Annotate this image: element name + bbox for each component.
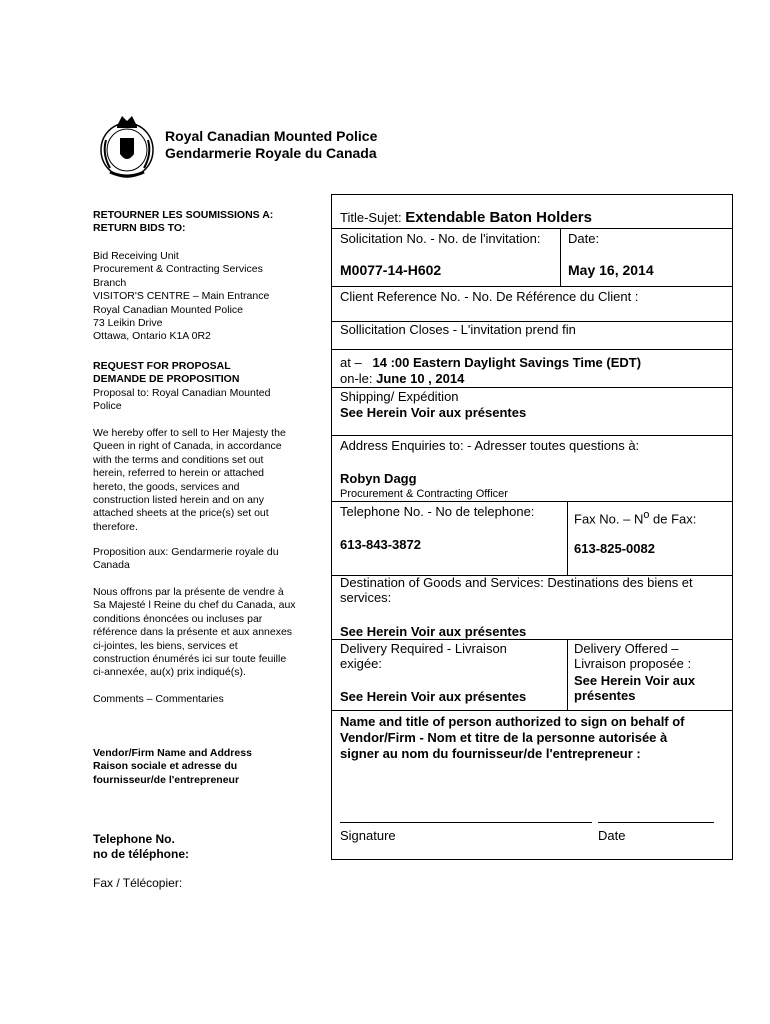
signature-line[interactable] <box>340 822 592 823</box>
telephone-label: Telephone No. no de téléphone: <box>93 832 189 861</box>
delivery-offered-value: See Herein Voir aux présentes <box>574 673 696 703</box>
return-address: Bid Receiving Unit Procurement & Contracting Services Branch VISITOR'S CENTRE – Main Entrance Royal Canadian Mounted Police 73 Leikin Drive Ottawa, Ontario K1A 0R2 <box>93 250 270 343</box>
signature-date-line[interactable] <box>598 822 714 823</box>
organization-name <box>165 128 377 162</box>
offer-text-en: We hereby offer to sell to Her Majesty the Queen in right of Canada, in accordance with the terms and conditions set out herein, referred to herein or attached hereto, the goods, services and construction listed herein and on any attached sheets at the price(s) set out therefore. <box>93 427 286 533</box>
solicitation-date: May 16, 2014 <box>568 262 654 278</box>
delivery-required-label: Delivery Required - Livraison exigée: <box>340 641 507 671</box>
closing-time: at – 14 :00 Eastern Daylight Savings Time (EDT) <box>340 355 642 370</box>
fax-label: Fax / Télécopier: <box>93 876 183 890</box>
signature-label: Signature <box>340 828 396 843</box>
shipping-value: See Herein Voir aux présentes <box>340 405 527 420</box>
org-name-fr: Gendarmerie Royale du Canada <box>165 145 377 161</box>
fax-number: 613-825-0082 <box>574 541 655 556</box>
solicitation-form <box>331 194 733 860</box>
vendor-label: Vendor/Firm Name and Address Raison sociale et adresse du fournisseur/de l'entrepreneur <box>93 747 252 786</box>
client-reference-label: Client Reference No. - No. De Référence du Client : <box>340 289 639 304</box>
solicitation-label: Solicitation No. - No. de l'invitation: <box>340 231 541 246</box>
org-name-en: Royal Canadian Mounted Police <box>165 128 378 144</box>
rfp-heading: REQUEST FOR PROPOSAL DEMANDE DE PROPOSITION Proposal to: Royal Canadian Mounted Police <box>93 360 271 413</box>
enquiries-label: Address Enquiries to: - Adresser toutes questions à: <box>340 438 640 453</box>
authorized-person-label: Name and title of person authorized to sign on behalf of Vendor/Firm - Nom et titre de la personne autorisée à signer au nom du fournisseur/de l'entrepreneur : <box>340 714 685 761</box>
shipping-label: Shipping/ Expédition <box>340 389 459 404</box>
date-label: Date: <box>568 231 600 246</box>
closing-date: on-le: June 10 , 2014 <box>340 371 465 386</box>
delivery-required-value: See Herein Voir aux présentes <box>340 689 527 704</box>
contact-name: Robyn Dagg <box>340 471 417 486</box>
offer-text-fr: Nous offrons par la présente de vendre à Sa Majesté l Reine du chef du Canada, aux conditions énoncées ou incluses par référence dans la présente et aux annexes ci-jointes, les biens, services et construction énumérés ici sur toute feuille ci-annexée, au(x) prix indiqué(s). <box>93 586 296 679</box>
comments-label: Comments – Commentaries <box>93 693 224 705</box>
solicitation-number: M0077-14-H602 <box>340 262 442 278</box>
closes-label: Sollicitation Closes - L'invitation prend fin <box>340 322 576 337</box>
title-field: Title-Sujet: Extendable Baton Holders <box>340 209 592 226</box>
signature-date-label: Date <box>598 828 626 843</box>
destination-label: Destination of Goods and Services: Destinations des biens et services: <box>340 575 693 605</box>
telephone-label: Telephone No. - No de telephone: <box>340 504 535 519</box>
telephone-number: 613-843-3872 <box>340 537 421 552</box>
return-bids-heading: RETOURNER LES SOUMISSIONS A: RETURN BIDS TO: <box>93 209 274 235</box>
delivery-offered-label: Delivery Offered – Livraison proposée : <box>574 641 692 671</box>
destination-value: See Herein Voir aux présentes <box>340 624 527 639</box>
proposition-text: Proposition aux: Gendarmerie royale du Canada <box>93 546 279 572</box>
fax-label: Fax No. – $N^o$ de Fax: <box>574 509 697 527</box>
title-value: Extendable Baton Holders <box>405 209 592 226</box>
contact-title: Procurement & Contracting Officer <box>340 488 508 500</box>
rcmp-crest-icon <box>96 110 158 182</box>
